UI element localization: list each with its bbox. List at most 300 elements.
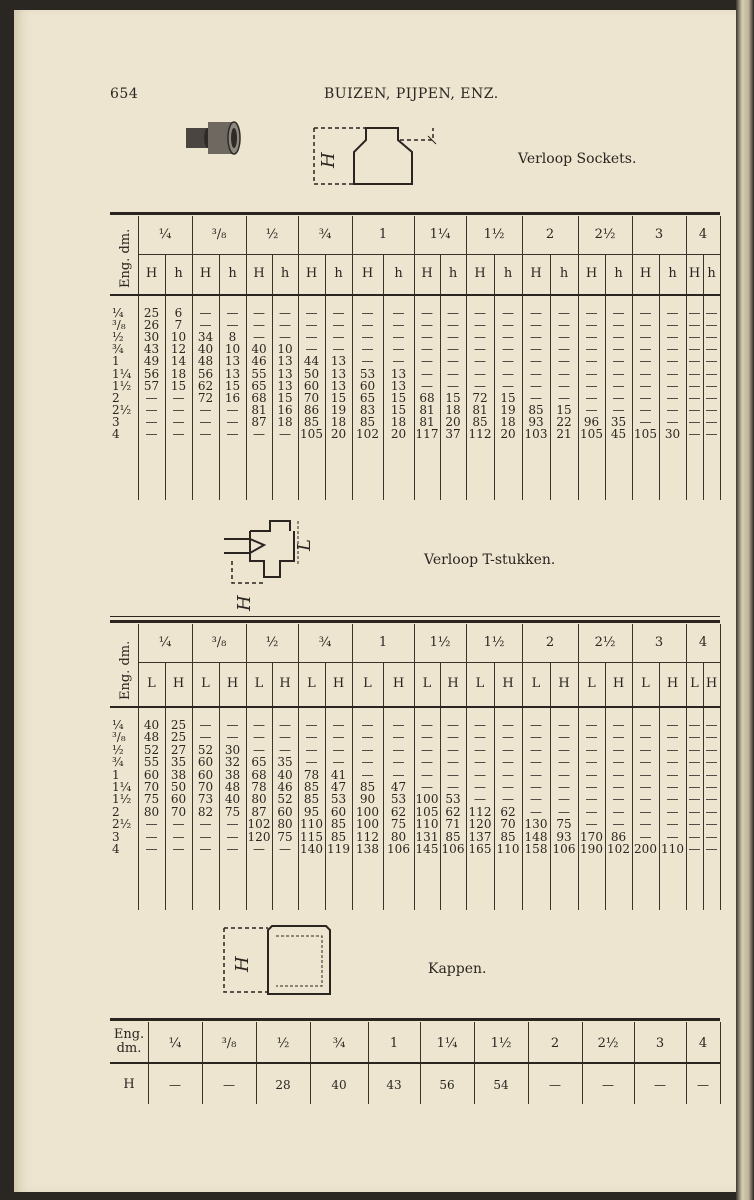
table1-data-cell: — <box>474 366 486 381</box>
table2-data-cell: 52 <box>197 742 214 757</box>
table2-data-cell: — <box>361 755 374 770</box>
table2-data-cell: 75 <box>224 804 241 819</box>
table1-data-cell: 105 <box>634 427 657 441</box>
table1-data-cell: — <box>332 342 345 357</box>
table2-data-cell: 40 <box>277 767 293 782</box>
table3-size-header: 2 <box>550 1036 560 1051</box>
table1-data-cell: 96 <box>583 414 600 429</box>
sockets-caption: Verloop Sockets. <box>518 151 637 167</box>
table2-data-cell: 145 <box>415 842 439 856</box>
table1-data-cell: 19 <box>500 402 516 417</box>
book-spine <box>736 0 754 1200</box>
table2-data-cell: — <box>447 718 459 732</box>
tee-label-L: L <box>294 539 315 551</box>
table1-data-cell: — <box>279 427 291 441</box>
table2-data-cell: 85 <box>303 780 320 794</box>
table1-verloop-sockets <box>110 216 720 500</box>
table2-data-cell: — <box>530 780 542 794</box>
table1-data-cell: 14 <box>170 354 187 369</box>
table1-data-cell: 46 <box>251 354 267 369</box>
table2-data-cell: 48 <box>143 730 160 745</box>
table2-data-cell: 106 <box>552 842 576 856</box>
table2-sub-header: L <box>201 676 210 691</box>
table2-data-cell: 170 <box>580 829 603 844</box>
table2-data-cell: — <box>392 730 405 745</box>
table1-data-cell: 102 <box>356 427 379 441</box>
table2-data-cell: — <box>279 730 291 745</box>
table2-data-cell: 50 <box>170 780 187 794</box>
table2-size-header: ½ <box>265 635 279 650</box>
table2-data-cell: 78 <box>303 767 320 782</box>
table2-data-cell: 70 <box>170 804 187 819</box>
table1-data-cell: 10 <box>277 342 293 357</box>
table1-data-cell: — <box>279 306 291 320</box>
table1-data-cell: — <box>392 330 405 345</box>
table1-data-cell: — <box>253 330 265 345</box>
table2-data-cell: 200 <box>634 842 657 856</box>
table2-data-cell: — <box>666 718 679 732</box>
table1-data-cell: 53 <box>359 366 376 381</box>
table1-data-cell: 8 <box>228 330 237 345</box>
table2-data-cell: 138 <box>356 842 379 856</box>
table2-data-cell: — <box>421 755 433 770</box>
table1-row-label: 1½ <box>112 378 132 393</box>
table1-data-cell: — <box>305 330 318 345</box>
table2-data-cell: — <box>585 817 598 832</box>
table2-data-cell: — <box>392 767 405 782</box>
table2-sub-header: H <box>172 676 185 691</box>
table1-data-cell: 30 <box>143 330 160 345</box>
table2-data-cell: — <box>705 842 718 856</box>
table2-data-cell: 62 <box>445 804 461 819</box>
table2-data-cell: 40 <box>224 792 241 807</box>
table2-data-cell: — <box>145 817 158 832</box>
table2-data-cell: 95 <box>303 804 320 819</box>
table1-data-cell: 57 <box>143 378 160 393</box>
table2-data-cell: — <box>361 767 374 782</box>
table2-data-cell: — <box>421 780 433 794</box>
table2-data-cell: — <box>253 718 265 732</box>
table2-data-cell: 75 <box>277 829 293 844</box>
table2-data-cell: — <box>447 742 459 757</box>
table2-data-cell: — <box>612 780 625 794</box>
table1-size-header: ½ <box>265 227 279 242</box>
table2-data-cell: — <box>530 730 542 745</box>
table2-data-cell: 46 <box>277 780 293 794</box>
table2-data-cell: — <box>305 742 318 757</box>
table2-data-cell: — <box>172 842 185 856</box>
table2-data-cell: — <box>688 817 701 832</box>
table2-data-cell: — <box>226 730 239 745</box>
table1-data-cell: — <box>612 378 625 393</box>
table1-data-cell: 15 <box>277 390 293 405</box>
table1-header-divider <box>138 254 720 255</box>
table1-data-cell: — <box>705 402 718 417</box>
table1-data-cell: — <box>688 306 701 320</box>
table1-data-cell: 13 <box>330 366 347 381</box>
table2-data-cell: — <box>421 767 433 782</box>
table1-data-cell: — <box>612 354 625 369</box>
table2-data-cell: 75 <box>556 817 572 832</box>
table1-data-cell: — <box>705 342 718 357</box>
table1-data-cell: 105 <box>580 427 603 441</box>
table1-data-cell: — <box>705 330 718 345</box>
table2-data-cell: 35 <box>277 755 293 770</box>
table2-data-cell: — <box>421 742 433 757</box>
table2-data-cell: — <box>332 742 345 757</box>
table2-data-cell: 148 <box>524 829 548 844</box>
table1-size-header: 2½ <box>594 227 616 242</box>
table1-row-label: 1¼ <box>112 366 132 381</box>
table2-data-cell: — <box>502 767 514 782</box>
table1-data-cell: 26 <box>143 318 160 333</box>
table2-data-cell: — <box>199 730 212 745</box>
table2-size-header: 4 <box>698 635 708 650</box>
table2-data-cell: 70 <box>143 780 160 794</box>
table2-data-cell: — <box>172 829 185 844</box>
table2-data-cell: 80 <box>143 804 160 819</box>
table1-data-cell: 13 <box>224 354 241 369</box>
table2-data-cell: 100 <box>415 792 439 807</box>
table1-data-cell: — <box>172 427 185 441</box>
table1-sub-header: H <box>305 266 318 281</box>
table1-data-cell: — <box>392 342 405 357</box>
table1-data-cell: — <box>199 414 212 429</box>
table2-data-cell: — <box>639 742 652 757</box>
table2-sub-header: L <box>531 676 541 691</box>
table1-data-cell: — <box>361 330 374 345</box>
table2-data-cell: — <box>688 792 701 807</box>
table2-data-cell: 60 <box>330 804 347 819</box>
table3-data-cell: 54 <box>493 1078 509 1092</box>
table1-data-cell: 81 <box>472 402 488 417</box>
table2-data-cell: 60 <box>197 767 214 782</box>
table1-data-cell: — <box>253 306 265 320</box>
table1-data-cell: 18 <box>277 414 293 429</box>
table2-data-cell: 73 <box>197 792 214 807</box>
table2-data-cell: — <box>705 755 718 770</box>
table2-data-cell: — <box>639 817 652 832</box>
table1-data-cell: — <box>639 306 652 320</box>
table1-data-cell: — <box>639 366 652 381</box>
table2-verloop-t-stukken <box>110 624 720 910</box>
table2-data-cell: — <box>332 755 345 770</box>
table1-data-cell: 81 <box>419 402 435 417</box>
table2-data-cell: — <box>558 780 570 794</box>
table1-data-cell: 20 <box>390 427 407 441</box>
table1-data-cell: 13 <box>330 354 347 369</box>
table2-data-cell: — <box>585 804 598 819</box>
table2-data-cell: 53 <box>330 792 347 807</box>
table1-data-cell: — <box>332 330 345 345</box>
table2-sub-header: L <box>307 676 316 691</box>
table2-data-cell: — <box>688 742 701 757</box>
table1-data-cell: — <box>172 414 185 429</box>
table2-data-cell: — <box>705 792 718 807</box>
table2-data-cell: — <box>530 792 542 807</box>
table1-data-cell: — <box>361 354 374 369</box>
table2-data-cell: 62 <box>390 804 407 819</box>
table2-data-cell: — <box>502 742 514 757</box>
table2-data-cell: 38 <box>224 767 241 782</box>
table1-data-cell: — <box>199 427 212 441</box>
table1-data-cell: 15 <box>500 390 516 405</box>
table1-data-cell: — <box>666 354 679 369</box>
table1-data-cell: 68 <box>251 390 267 405</box>
page-number: 654 <box>110 86 139 102</box>
table2-data-cell: 48 <box>224 780 241 794</box>
table2-data-cell: — <box>421 718 433 732</box>
table3-size-header: ¾ <box>332 1036 346 1051</box>
table2-data-cell: — <box>279 742 291 757</box>
table2-corner-label: Eng. dm. <box>118 640 133 700</box>
table1-data-cell: 16 <box>277 402 293 417</box>
table2-data-cell: — <box>666 755 679 770</box>
table1-data-cell: 85 <box>528 402 544 417</box>
table1-row-label: 2 <box>112 390 120 405</box>
table1-data-cell: — <box>530 390 542 405</box>
table2-data-cell: — <box>392 755 405 770</box>
table1-data-cell: — <box>612 306 625 320</box>
table2-data-cell: — <box>705 718 718 732</box>
table2-data-cell: — <box>585 742 598 757</box>
table2-data-cell: — <box>639 804 652 819</box>
table2-data-cell: 105 <box>415 804 439 819</box>
table1-data-cell: 6 <box>174 306 183 320</box>
table2-header-divider <box>138 662 720 663</box>
table2-sub-header: L <box>254 676 264 691</box>
table1-data-cell: 34 <box>197 330 214 345</box>
table1-data-cell: 15 <box>445 390 461 405</box>
table1-data-cell: — <box>688 330 701 345</box>
table2-data-cell: — <box>558 742 570 757</box>
table2-data-cell: — <box>585 730 598 745</box>
table2-vline <box>720 624 721 910</box>
table1-data-cell: 30 <box>664 427 681 441</box>
table1-data-cell: 15 <box>556 402 572 417</box>
table2-data-cell: — <box>585 792 598 807</box>
table1-size-header: ¼ <box>158 227 172 242</box>
table1-data-cell: — <box>688 427 701 441</box>
table1-data-cell: — <box>145 427 158 441</box>
table1-data-cell: — <box>705 318 718 333</box>
table1-corner-label: Eng. dm. <box>118 228 133 288</box>
table2-data-cell: 120 <box>247 829 271 844</box>
table1-row-label: 4 <box>112 427 120 441</box>
table3-data-cell: — <box>549 1078 561 1092</box>
table2-size-header: 1½ <box>483 635 505 650</box>
table2-data-cell: — <box>666 804 679 819</box>
table2-data-cell: 80 <box>277 817 293 832</box>
table2-row-label: ³/₈ <box>112 730 126 745</box>
table1-size-header: 4 <box>698 227 708 242</box>
table2-data-cell: 35 <box>170 755 187 770</box>
table2-data-cell: 85 <box>359 780 376 794</box>
table1-sub-header: H <box>474 266 486 281</box>
table1-data-cell: 70 <box>303 390 320 405</box>
table1-data-cell: 40 <box>251 342 267 357</box>
table2-data-cell: — <box>639 718 652 732</box>
table1-data-cell: — <box>447 306 459 320</box>
table2-data-cell: — <box>199 817 212 832</box>
table1-data-cell: — <box>688 378 701 393</box>
table2-data-cell: — <box>392 718 405 732</box>
table2-data-cell: — <box>688 718 701 732</box>
table1-row-label: ½ <box>112 330 124 345</box>
table1-data-cell: — <box>226 318 239 333</box>
table3-size-header: 2½ <box>597 1036 619 1051</box>
table2-row-label: 3 <box>112 829 120 844</box>
table2-data-cell: — <box>253 842 265 856</box>
table1-data-cell: — <box>392 306 405 320</box>
table2-sub-header: L <box>690 676 699 691</box>
table1-data-cell: 81 <box>419 414 435 429</box>
table2-data-cell: — <box>639 730 652 745</box>
table2-sub-header: L <box>641 676 650 691</box>
table1-data-cell: 13 <box>224 366 241 381</box>
table1-data-cell: — <box>639 342 652 357</box>
table1-data-cell: — <box>585 306 598 320</box>
table3-data-cell: 43 <box>386 1078 402 1092</box>
table1-data-cell: — <box>421 378 433 393</box>
table1-data-cell: 10 <box>170 330 187 345</box>
table1-data-cell: — <box>530 366 542 381</box>
table3-data-cell: — <box>602 1078 614 1092</box>
table1-data-cell: 13 <box>277 354 293 369</box>
table1-data-cell: — <box>585 366 598 381</box>
table1-data-cell: — <box>474 330 486 345</box>
table2-data-cell: — <box>226 829 239 844</box>
table2-data-cell: 112 <box>468 804 492 819</box>
table2-data-cell: — <box>688 829 701 844</box>
table1-data-cell: 72 <box>472 390 488 405</box>
table2-data-cell: — <box>199 829 212 844</box>
table2-data-cell: 131 <box>415 829 439 844</box>
table3-data-cell: 28 <box>275 1078 291 1092</box>
table1-data-cell: 87 <box>251 414 267 429</box>
table2-data-cell: 119 <box>327 842 350 856</box>
table1-data-cell: — <box>688 414 701 429</box>
table1-data-cell: 18 <box>330 414 347 429</box>
table2-data-cell: — <box>361 742 374 757</box>
table1-sub-header: H <box>585 266 598 281</box>
table1-data-cell: — <box>585 318 598 333</box>
table1-data-cell: — <box>305 342 318 357</box>
table1-data-cell: 22 <box>556 414 572 429</box>
table1-data-cell: 50 <box>303 366 320 381</box>
table2-data-cell: — <box>253 742 265 757</box>
table2-data-cell: 110 <box>300 817 323 832</box>
table1-data-cell: 19 <box>330 402 347 417</box>
table1-data-cell: — <box>145 402 158 417</box>
running-title: BUIZEN, PIJPEN, ENZ. <box>324 86 499 102</box>
table2-data-cell: — <box>447 767 459 782</box>
table2-body-divider <box>110 706 720 708</box>
table2-data-cell: — <box>705 767 718 782</box>
table2-data-cell: 82 <box>197 804 214 819</box>
table2-data-cell: — <box>502 780 514 794</box>
table2-data-cell: — <box>361 718 374 732</box>
table2-data-cell: — <box>305 718 318 732</box>
table2-data-cell: — <box>688 780 701 794</box>
table2-data-cell: — <box>666 742 679 757</box>
table2-row-label: 1 <box>112 767 120 782</box>
table2-data-cell: 60 <box>143 767 160 782</box>
table1-data-cell: — <box>688 354 701 369</box>
table2-row-label: ¼ <box>112 718 124 732</box>
table1-data-cell: 85 <box>359 414 376 429</box>
table2-sub-header: H <box>279 676 291 691</box>
table2-data-cell: — <box>705 780 718 794</box>
table2-data-cell: 75 <box>143 792 160 807</box>
table2-data-cell: 85 <box>330 829 347 844</box>
table2-data-cell: — <box>705 730 718 745</box>
table1-data-cell: — <box>666 306 679 320</box>
table1-data-cell: — <box>447 354 459 369</box>
table1-data-cell: — <box>585 342 598 357</box>
table2-data-cell: — <box>688 842 701 856</box>
table1-data-cell: 15 <box>390 402 407 417</box>
table2-data-cell: — <box>639 829 652 844</box>
table1-data-cell: — <box>474 354 486 369</box>
table2-data-cell: — <box>305 755 318 770</box>
table1-data-cell: — <box>447 366 459 381</box>
table1-data-cell: 112 <box>468 427 492 441</box>
table2-data-cell: — <box>530 718 542 732</box>
table1-sub-header: h <box>668 266 677 281</box>
table1-data-cell: 68 <box>419 390 435 405</box>
table1-data-cell: — <box>502 330 514 345</box>
table2-size-header: 2½ <box>594 635 616 650</box>
table1-data-cell: 45 <box>610 427 627 441</box>
table2-data-cell: — <box>639 755 652 770</box>
table1-data-cell: — <box>172 402 185 417</box>
table3-size-header: ½ <box>276 1036 290 1051</box>
table1-data-cell: — <box>558 354 570 369</box>
table1-data-cell: 15 <box>330 390 347 405</box>
table1-data-cell: 18 <box>445 402 461 417</box>
table2-data-cell: — <box>172 817 185 832</box>
table1-data-cell: — <box>253 427 265 441</box>
table1-sub-header: h <box>503 266 513 281</box>
table3-data-cell: — <box>223 1078 235 1092</box>
table1-data-cell: — <box>361 342 374 357</box>
table2-data-cell: — <box>705 804 718 819</box>
table2-row-label: 4 <box>112 842 120 856</box>
table1-data-cell: — <box>705 354 718 369</box>
tees-caption: Verloop T-stukken. <box>424 552 556 568</box>
cap-label-H: H <box>232 956 253 972</box>
table1-data-cell: — <box>558 378 570 393</box>
table1-data-cell: — <box>639 414 652 429</box>
table2-data-cell: 53 <box>445 792 461 807</box>
table2-data-cell: — <box>226 842 239 856</box>
table2-data-cell: 102 <box>247 817 271 832</box>
table2-data-cell: — <box>447 780 459 794</box>
table2-data-cell: 120 <box>468 817 492 832</box>
table2-size-header: 1½ <box>429 635 451 650</box>
table1-data-cell: — <box>199 318 212 333</box>
table2-data-cell: — <box>705 817 718 832</box>
table1-data-cell: 18 <box>390 414 407 429</box>
table1-data-cell: 85 <box>303 414 320 429</box>
table1-data-cell: — <box>392 318 405 333</box>
table2-data-cell: 85 <box>330 817 347 832</box>
table1-data-cell: 21 <box>556 427 572 441</box>
table2-sub-header: H <box>705 676 718 691</box>
table1-data-cell: — <box>585 390 598 405</box>
table1-data-cell: 15 <box>170 378 187 393</box>
